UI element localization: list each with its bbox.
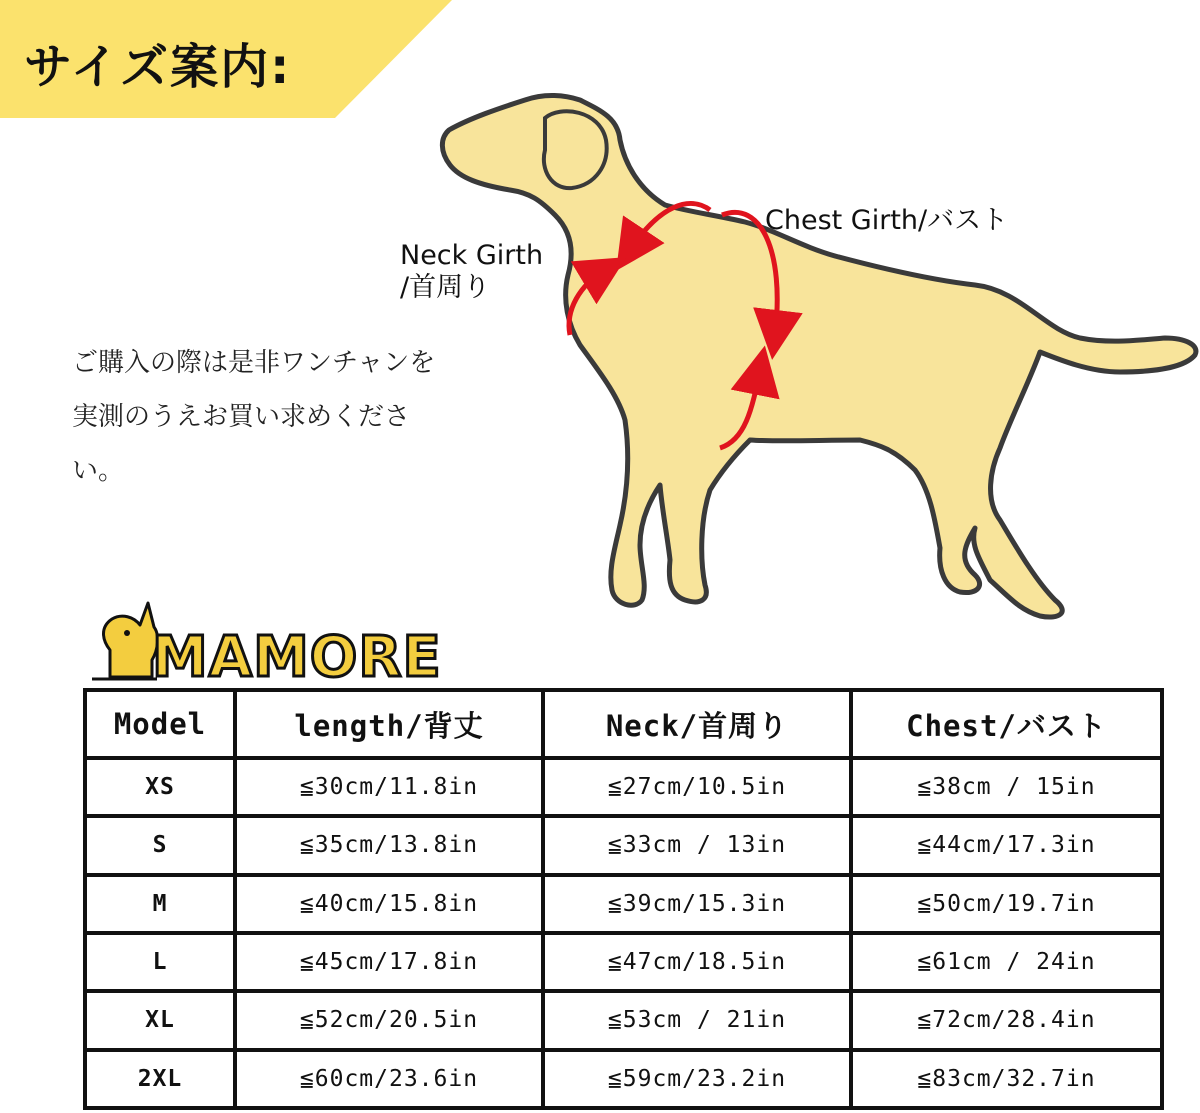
dog-illustration	[430, 80, 1200, 620]
length-cell: ≦52cm/20.5in	[235, 991, 543, 1049]
column-header-chest: Chest/バスト	[851, 690, 1162, 758]
table-row	[85, 991, 1162, 1049]
model-cell: S	[85, 816, 235, 874]
size-table	[83, 688, 1164, 1110]
neck-girth-label	[400, 240, 543, 304]
table-header-row	[85, 690, 1162, 758]
chest-cell: ≦44cm/17.3in	[851, 816, 1162, 874]
chest-cell: ≦38cm / 15in	[851, 758, 1162, 816]
length-cell: ≦30cm/11.8in	[235, 758, 543, 816]
column-header-length: length/背丈	[235, 690, 543, 758]
chest-cell: ≦72cm/28.4in	[851, 991, 1162, 1049]
table-row	[85, 816, 1162, 874]
brand-logo-text: MAMORE	[152, 625, 442, 690]
model-cell: L	[85, 933, 235, 991]
chest-girth-label: Chest Girth/バスト	[765, 205, 1009, 236]
title-banner	[0, 0, 460, 120]
model-cell: XL	[85, 991, 235, 1049]
column-header-model: Model	[85, 690, 235, 758]
length-cell: ≦45cm/17.8in	[235, 933, 543, 991]
neck-cell: ≦59cm/23.2in	[543, 1050, 851, 1108]
neck-cell: ≦39cm/15.3in	[543, 875, 851, 933]
measurement-note: ご購入の際は是非ワンチャンを実測のうえお買い求めください。	[72, 348, 436, 486]
model-cell: XS	[85, 758, 235, 816]
neck-girth-label-line1: Neck Girth	[400, 240, 544, 271]
neck-cell: ≦53cm / 21in	[543, 991, 851, 1049]
model-cell: M	[85, 875, 235, 933]
neck-cell: ≦27cm/10.5in	[543, 758, 851, 816]
page-title: サイズ案内:	[24, 39, 292, 95]
chest-cell: ≦83cm/32.7in	[851, 1050, 1162, 1108]
column-header-neck: Neck/首周り	[543, 690, 851, 758]
brand-logo	[82, 595, 482, 690]
neck-cell: ≦33cm / 13in	[543, 816, 851, 874]
chest-cell: ≦61cm / 24in	[851, 933, 1162, 991]
chest-cell: ≦50cm/19.7in	[851, 875, 1162, 933]
dog-ear-shape	[544, 111, 607, 188]
length-cell: ≦35cm/13.8in	[235, 816, 543, 874]
neck-cell: ≦47cm/18.5in	[543, 933, 851, 991]
table-row	[85, 933, 1162, 991]
model-cell: 2XL	[85, 1050, 235, 1108]
table-row	[85, 1050, 1162, 1108]
neck-girth-label-line2: /首周り	[400, 272, 491, 303]
table-row	[85, 758, 1162, 816]
length-cell: ≦60cm/23.6in	[235, 1050, 543, 1108]
length-cell: ≦40cm/15.8in	[235, 875, 543, 933]
table-row	[85, 875, 1162, 933]
